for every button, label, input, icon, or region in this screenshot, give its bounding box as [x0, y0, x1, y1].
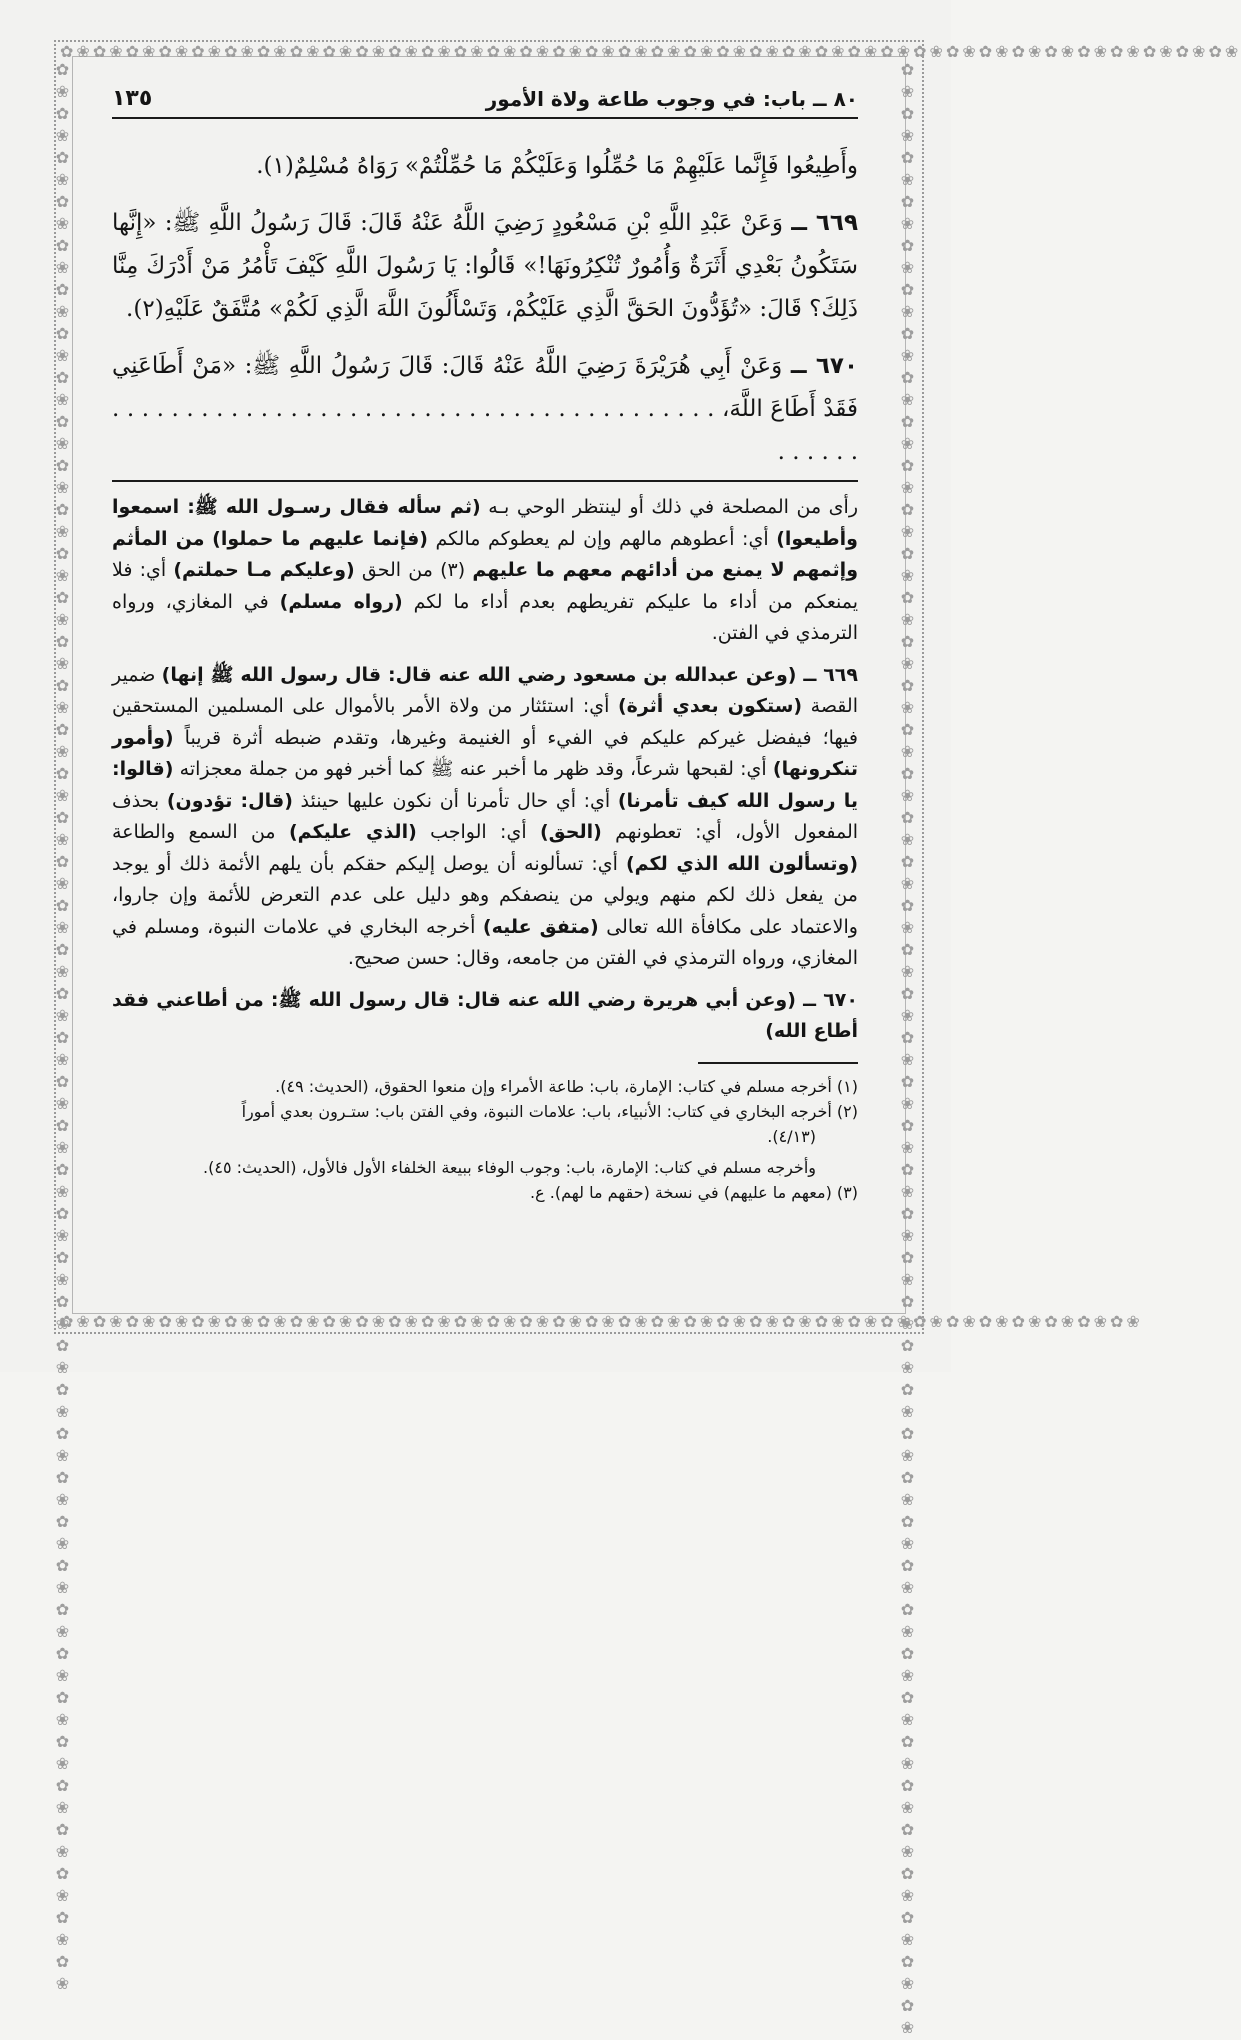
commentary-text: أخرجه البخاري في علامات النبوة، ومسلم في المغازي، ورواه الترمذي في الفتن من جامعه، وقال: حسن صحيح.	[112, 915, 858, 969]
commentary-text: أي: استئثار من ولاة الأمر بالأموال على المسلمين المستحقين فيها؛ فيفضل غيركم عليكم في الفيء أو الغنيمة وغيرها، وتقدم ضبطه أثرة قريباً	[112, 695, 858, 749]
commentary-text: في المغازي، ورواه الترمذي في الفتن.	[112, 590, 858, 644]
commentary-text: أي: تسألونه أن يوصل إليكم حقكم بأن يلهم الأئمة ذلك أو يوجد من يفعل ذلك لكم منهم ويولي من ينصفكم وهو دليل على عدم التعرض للأئمة وإن جاروا، والاعتماد على مكافأة الله تعالى	[112, 852, 858, 938]
ornament-bottom: ✿❀✿❀✿❀✿❀✿❀✿❀✿❀✿❀✿❀✿❀✿❀✿❀✿❀✿❀✿❀✿❀✿❀✿❀✿❀✿❀✿❀✿❀✿❀✿❀✿❀✿❀✿❀✿❀✿❀✿❀✿❀✿❀✿❀	[60, 1312, 1143, 1331]
commentary-bold-text: (قالوا: يا رسول الله كيف تأمرنا)	[112, 758, 859, 812]
hadith-670	[112, 345, 858, 474]
footnote-2: (٢) أخرجه البخاري في كتاب: الأنبياء، باب: علامات النبوة، وفي الفتن باب: ستـرون بعدي أموراً	[241, 1101, 858, 1121]
commentary-bold-text: (ثم سأله فقال رسـول الله ﷺ: اسمعوا وأطيعوا)	[112, 496, 858, 550]
commentary-text: أي: أعطوهم مالهم وإن لم يعطوكم مالكم	[427, 527, 777, 550]
hadith-669	[112, 202, 858, 331]
ornament-right: ✿❀✿❀✿❀✿❀✿❀✿❀✿❀✿❀✿❀✿❀✿❀✿❀✿❀✿❀✿❀✿❀✿❀✿❀✿❀✿❀✿❀✿❀✿❀✿❀✿❀✿❀✿❀✿❀✿❀✿❀✿❀✿❀✿❀✿❀✿❀✿❀✿❀✿❀✿❀✿❀✿❀✿❀✿❀✿❀✿❀	[898, 60, 917, 2040]
commentary-bold-text: (ستكون بعدي أثرة)	[617, 695, 803, 717]
footnote-2-extra: وأخرجه مسلم في كتاب: الإمارة، باب: وجوب الوفاء ببيعة الخلفاء الأول فالأول، (الحديث: ٤٥).	[203, 1157, 816, 1177]
hadith-number: ٦٦٩ ــ	[791, 210, 859, 236]
commentary-text: أي: فلا يمنعكم من أداء ما عليكم تفريطهم بعدم أداء ما لكم	[112, 559, 858, 613]
hadith-number: ٦٧٠ ــ	[790, 353, 859, 379]
footnote-3: (٣) (معهم ما عليهم) في نسخة (حقهم ما لهم). ع.	[530, 1182, 858, 1202]
commentary-bold-text: (وعليكم مـا حملتم)	[173, 559, 355, 581]
running-header	[112, 86, 858, 119]
commentary-text: بحذف المفعول الأول، أي: تعطونهم	[112, 789, 859, 843]
commentary-bold-text: (قال: تؤدون)	[166, 789, 293, 812]
commentary-bold-text: (متفق عليه)	[482, 915, 599, 938]
footnote-1: (١) أخرجه مسلم في كتاب: الإمارة، باب: طاعة الأمراء وإن منعوا الحقوق، (الحديث: ٤٩).	[275, 1076, 858, 1096]
commentary-text: أي: أي حال تأمرنا أن نكون عليها حينئذ	[292, 789, 618, 812]
footnotes	[112, 1074, 858, 1205]
commentary-text	[205, 528, 213, 550]
commentary-text: رأى من المصلحة في ذلك أو لينتظر الوحي بـه	[480, 496, 858, 518]
chapter-title: ٨٠ ــ باب: في وجوب طاعة ولاة الأمور	[485, 87, 858, 111]
footnote-divider	[698, 1062, 858, 1064]
commentary-paragraph	[112, 985, 858, 1048]
commentary-bold-text: (رواه مسلم)	[279, 590, 403, 613]
commentary-paragraph	[112, 492, 858, 650]
commentary-divider	[112, 480, 858, 482]
commentary-bold-text: (وتسألون الله الذي لكم)	[625, 852, 859, 875]
hadith-text-line: وأَطِيعُوا فَإِنَّما عَلَيْهِمْ مَا حُمِّلُوا وَعَلَيْكُمْ مَا حُمِّلْتُمْ» رَوَاهُ مُسْلِمٌ(١).	[256, 153, 858, 179]
commentary-bold-text: (الذي عليكم)	[288, 821, 417, 843]
commentary-bold-text: ٦٧٠ ــ (وعن أبي هريرة رضي الله عنه قال: قال رسول الله ﷺ: من أطاعني فقد أطاع الله)	[112, 988, 858, 1042]
commentary-text: أي: الواجب	[416, 821, 540, 843]
hadith-body: وَعَنْ أَبِي هُرَيْرَةَ رَضِيَ اللَّهُ عَنْهُ قَالَ: قَالَ رَسُولُ اللَّهِ ﷺ: «مَنْ أَطَاعَنِي فَقَدْ أَطَاعَ اللَّهَ، . . . . . . . . . . . . . . . . . . . . . . . . . . . . . . . . . . . . . . . . . . . . . . .	[112, 353, 858, 465]
commentary-paragraph	[112, 660, 858, 975]
commentary-text: من السمع والطاعة	[112, 821, 289, 843]
commentary-text: ضمير القصة	[112, 663, 858, 717]
hadith-continuation	[112, 145, 858, 188]
page-content	[112, 86, 858, 1205]
commentary-bold-text: ٦٦٩ ــ (وعن عبدالله بن مسعود رضي الله عنه قال: قال رسول الله ﷺ إنها)	[161, 663, 858, 686]
page-number: ١٣٥	[112, 86, 153, 111]
commentary-bold-text: (الحق)	[539, 821, 602, 843]
commentary-bold-text: من المأثم وإثمهم لا يمنع من أدائهم معهم ما عليهم	[112, 527, 858, 581]
footnote-2-continuation: (٤/١٣).	[767, 1126, 816, 1146]
commentary-text: (٣) من الحق	[354, 559, 473, 581]
commentary-bold-text: (فإنما عليهم ما حملوا)	[212, 527, 428, 550]
commentary-text: أي: لقبحها شرعاً، وقد ظهر ما أخبر عنه ﷺ كما أخبر فهو من جملة معجزاته	[173, 758, 773, 780]
commentary-bold-text: (وأمور تنكرونها)	[112, 726, 858, 780]
ornament-left: ✿❀✿❀✿❀✿❀✿❀✿❀✿❀✿❀✿❀✿❀✿❀✿❀✿❀✿❀✿❀✿❀✿❀✿❀✿❀✿❀✿❀✿❀✿❀✿❀✿❀✿❀✿❀✿❀✿❀✿❀✿❀✿❀✿❀✿❀✿❀✿❀✿❀✿❀✿❀✿❀✿❀✿❀✿❀✿❀	[53, 60, 72, 1996]
hadith-body: وَعَنْ عَبْدِ اللَّهِ بْنِ مَسْعُودٍ رَضِيَ اللَّهُ عَنْهُ قَالَ: قَالَ رَسُولُ اللَّهِ ﷺ: «إِنَّها سَتَكُونُ بَعْدِي أَثَرَةٌ وَأُمُورٌ تُنْكِرُونَهَا!» قَالُوا: يَا رَسُولَ اللَّهِ كَيْفَ تَأْمُرُ مَنْ أَدْرَكَ مِنَّا ذَلِكَ؟ قَالَ: «تُؤَدُّونَ الحَقَّ الَّذِي عَلَيْكُمْ، وَتَسْأَلُونَ اللَّهَ الَّذِي لَكُمْ» مُتَّفَقٌ عَلَيْهِ(٢).	[112, 210, 858, 322]
ornament-top: ✿❀✿❀✿❀✿❀✿❀✿❀✿❀✿❀✿❀✿❀✿❀✿❀✿❀✿❀✿❀✿❀✿❀✿❀✿❀✿❀✿❀✿❀✿❀✿❀✿❀✿❀✿❀✿❀✿❀✿❀✿❀✿❀✿❀✿❀✿❀✿❀	[60, 42, 1241, 61]
